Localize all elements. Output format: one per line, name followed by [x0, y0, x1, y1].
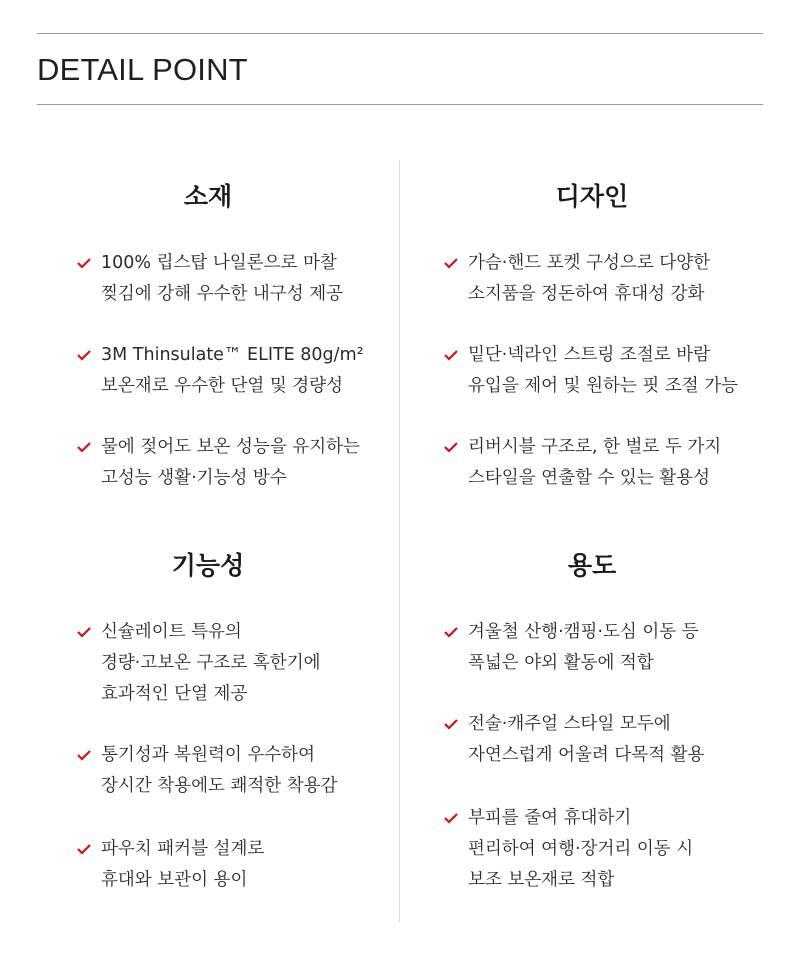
item-line: 밑단·넥라인 스트링 조절로 바람: [468, 345, 711, 365]
item-line: 파우치 패커블 설계로: [101, 839, 265, 859]
item-line: 자연스럽게 어울려 다목적 활용: [468, 745, 705, 765]
item-line: 고성능 생활·기능성 방수: [101, 468, 287, 488]
item-line: 리버시블 구조로, 한 벌로 두 가지: [468, 437, 722, 457]
page-title: DETAIL POINT: [37, 52, 248, 87]
item-line: 100% 립스탑 나일론으로 마찰: [101, 253, 337, 273]
item-line: 휴대와 보관이 용이: [101, 870, 248, 890]
check-icon: [76, 441, 92, 453]
check-icon: [443, 257, 459, 269]
item-line: 편리하여 여행·장거리 이동 시: [468, 839, 694, 859]
check-icon: [443, 441, 459, 453]
check-icon: [76, 349, 92, 361]
item-line: 장시간 착용에도 쾌적한 착용감: [101, 776, 338, 796]
check-icon: [443, 626, 459, 638]
section-title-function: 기능성: [171, 551, 245, 580]
item-line: 찢김에 강해 우수한 내구성 제공: [101, 284, 344, 304]
section-title-design: 디자인: [555, 182, 629, 211]
item-line: 유입을 제어 및 원하는 핏 조절 가능: [468, 376, 739, 396]
column-divider: [399, 160, 400, 922]
item-line: 전술·캐주얼 스타일 모두에: [468, 714, 671, 734]
check-icon: [76, 843, 92, 855]
header-top-rule: [37, 33, 763, 34]
item-line: 겨울철 산행·캠핑·도심 이동 등: [468, 622, 699, 642]
item-line: 통기성과 복원력이 우수하여: [101, 745, 315, 765]
header-bottom-rule: [37, 104, 763, 105]
item-line: 효과적인 단열 제공: [101, 684, 248, 704]
item-line: 경량·고보온 구조로 혹한기에: [101, 653, 321, 673]
item-line: 3M Thinsulate™ ELITE 80g/m²: [101, 345, 364, 365]
check-icon: [443, 718, 459, 730]
item-line: 가슴·핸드 포켓 구성으로 다양한: [468, 253, 711, 273]
item-line: 소지품을 정돈하여 휴대성 강화: [468, 284, 705, 304]
section-title-usage: 용도: [567, 551, 617, 580]
check-icon: [443, 812, 459, 824]
item-line: 보조 보온재로 적합: [468, 870, 615, 890]
check-icon: [443, 349, 459, 361]
item-line: 신슐레이트 특유의: [101, 622, 242, 642]
item-line: 폭넓은 야외 활동에 적합: [468, 653, 654, 673]
item-line: 물에 젖어도 보온 성능을 유지하는: [101, 437, 360, 457]
section-title-material: 소재: [183, 182, 233, 211]
check-icon: [76, 257, 92, 269]
item-line: 스타일을 연출할 수 있는 활용성: [468, 468, 711, 488]
item-line: 보온재로 우수한 단열 및 경량성: [101, 376, 344, 396]
item-line: 부피를 줄여 휴대하기: [468, 808, 632, 828]
check-icon: [76, 626, 92, 638]
check-icon: [76, 749, 92, 761]
